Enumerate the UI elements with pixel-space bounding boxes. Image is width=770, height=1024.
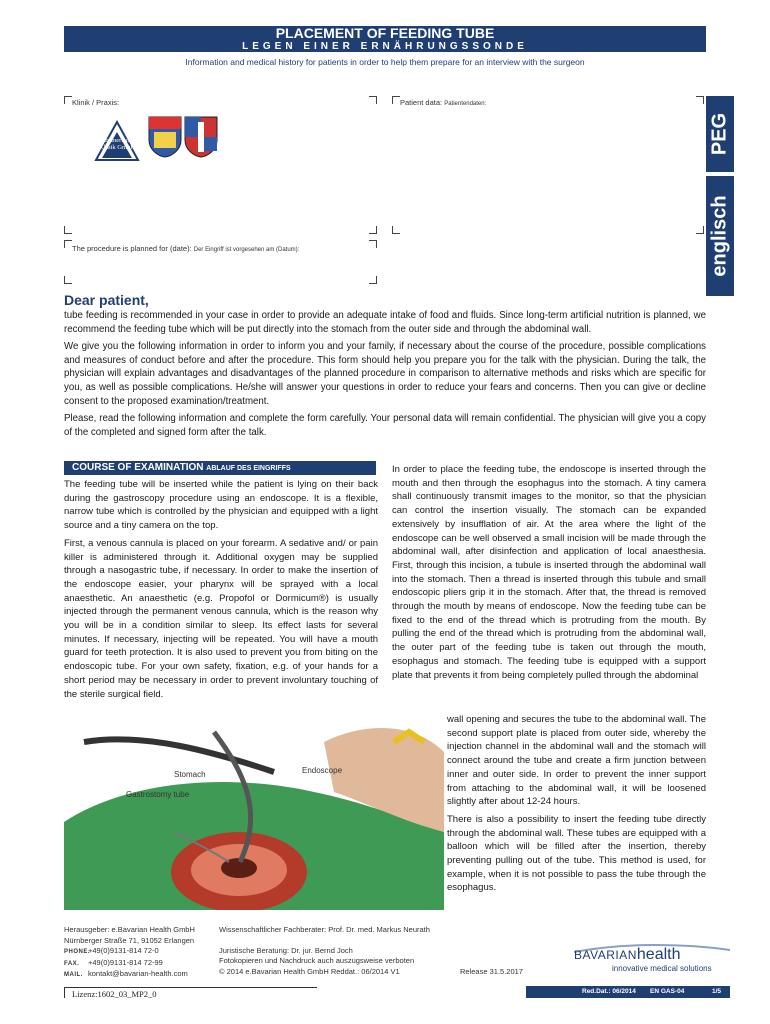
peg-illustration (64, 712, 444, 910)
red-dat: Red.Dat.: 06/2014 (582, 988, 636, 995)
coat-of-arms-2 (184, 116, 218, 158)
section-heading (64, 461, 376, 475)
intro-paragraph: Please, read the following information and complete the form carefully. Your personal data will remain confidential. The physician will give you a copy of the completed and signed form after the talk. (64, 413, 706, 438)
label-stomach: Stomach (174, 770, 206, 779)
phone-label: PHONE. (64, 949, 91, 955)
legal-advisor: Juristische Beratung: Dr. jur. Bernd Joch (219, 945, 353, 955)
footer-advisors (219, 925, 430, 977)
intro-text (64, 309, 706, 443)
clinic-logo-line-1: Ammerland (101, 137, 133, 144)
column-paragraph: The feeding tube will be inserted while the patient is lying on their back during the gastroscopy procedure using an endoscope. It is a flexible, narrow tube which is controlled by the physician and equipped with a light source and a tiny camera on the top. (64, 479, 378, 532)
tab-language-label: englisch (708, 195, 731, 277)
page-number: 1/5 (712, 988, 722, 995)
tab-peg (706, 96, 734, 172)
brand-tagline: innovative medical solutions (612, 964, 712, 973)
procedure-label-de: Der Eingriff ist vorgesehen am (Datum): (193, 247, 300, 253)
patient-label-en: Patient data: (400, 98, 443, 107)
address: Nürnberger Straße 71, 91052 Erlangen (64, 935, 195, 945)
page-subtitle: LEGEN EINER ERNÄHRUNGSSONDE (242, 41, 528, 52)
label-gastrostomy-tube: Gastrostomy tube (126, 790, 190, 799)
release: Release 31.5.2017 (460, 967, 523, 976)
tab-language (706, 176, 734, 296)
column-paragraph: In order to place the feeding tube, the endoscope is inserted through the mouth and then through the esophagus into the stomach. A tiny camera shall continuously transmit images to the monitor, so that the physician can control the insertion visually. The stomach can be expanded extensively by insufflation of air. At the area where the light of the endoscope can be well observed a small incision will be made through the abdominal wall, after disinfection and application of local anaesthesia. First, through this incision, a tubule is inserted through the abdominal wall into the stomach. Then a thread is inserted through this tubule and small endoscopic pliers grip it in the stomach. After that, the thread is removed through the mouth by means of endoscope. Now the feeding tube can be fixed to the end of the thread which is protruding from the mouth. By pulling the end of the thread which is protruding from the abdominal wall, the outer part of the feeding tube is taken out through the mouth, esophagus and stomach. The feeding tube is equipped with a support plate that prevents it from being completely pulled through the abdominal (392, 464, 706, 681)
mail-row (64, 969, 195, 981)
right-column-bottom (447, 713, 706, 899)
mail-label: MAIL. (64, 972, 83, 978)
coat-of-arms-1 (148, 116, 182, 158)
column-paragraph: First, a venous cannula is placed on your forearm. A sedative and/ or pain killer is administered through it. Additional oxygen may be supplied through a nasogastric tube, if necessary. In order to make the insertion of the endoscope easier, your pharynx will be sprayed with a local anaesthetic. An anaesthetic (e.g. Propofol or Dormicum®) is usually injected through the permanent venous cannula, which is the reason why you will be in a condition similar to sleep. Its effect lasts for several minutes. If necessary, injecting will be repeated. You will have a mouth guard for teeth protection. It is also used to prevent you from biting on the endoscopic tube. For your own safety, fixation, e.g. of your hands for a short period may be necessary in order to prevent involuntary touching of the sterile surgical field. (64, 537, 378, 700)
clinic-label: Klinik / Praxis: (72, 98, 120, 107)
patient-label-de: Patientendaten: (444, 101, 487, 107)
footer-publisher (64, 925, 195, 981)
doc-info-bar (526, 986, 730, 998)
procedure-label-en: The procedure is planned for (date): (72, 244, 192, 253)
intro-line: Information and medical history for patients in order to help them prepare for an interview with the surgeon (185, 57, 585, 67)
publisher: Herausgeber: e.Bavarian Health GmbH (64, 925, 195, 934)
page-title: PLACEMENT OF FEEDING TUBE (275, 25, 495, 41)
brand-name-b: health (636, 946, 681, 963)
fax: +49(0)9131-814 72-99 (88, 957, 163, 967)
label-endoscope: Endoscope (302, 766, 343, 775)
copyright: © 2014 e.Bavarian Health GmbH Reddat.: 06/2014 V1 (219, 966, 400, 976)
column-paragraph: There is also a possibility to insert the feeding tube directly through the abdominal wall. These tubes are equipped with a balloon which will be filled after the insertion, thereby preventing pulling out of the tube. This method is used, for example, when it is not possible to pass the tube through the esophagus. (447, 813, 706, 894)
mail: kontakt@bavarian-health.com (88, 969, 188, 978)
column-paragraph: wall opening and secures the tube to the abdominal wall. The second support plate is placed from outer side, whereby the injection channel in the abdominal wall and the stomach will connect around the tube and create a firm junction between inner and outer side. In order to prevent the inner support from attaching to the abdominal wall, it will be loosened slightly after about 12-24 hours. (447, 714, 706, 808)
doc-code: EN GAS-04 (650, 988, 685, 995)
section-title: COURSE OF EXAMINATION (72, 462, 204, 473)
right-column-top (392, 463, 706, 686)
clinic-logo-line-2: Klinik GmbH (99, 144, 135, 151)
phone-row (64, 946, 195, 958)
clinic-logo-text (94, 137, 140, 151)
fax-label: FAX. (64, 960, 80, 967)
intro-paragraph: We give you the following information in order to inform you and your family, if necessary about the course of the procedure, possible complications and measures of conduct before and after the procedure. This form should help you prepare you for the talk with the physician. During the talk, the physician will explain advantages and disadvantages of the planned procedure in comparison to alternative methods and risks which are specific for you, as well as possible complications. He/she will answer your questions in order to reduce your fears and concerns. Then you can give or decline consent to the proposed examination/treatment. (64, 341, 706, 407)
greeting: Dear patient, (64, 292, 149, 308)
scientific-advisor: Wissenschaftlicher Fachberater: Prof. Dr. med. Markus Neurath (219, 925, 430, 934)
fax-row (64, 958, 195, 970)
tab-peg-label: PEG (708, 112, 731, 156)
procedure-label (72, 244, 299, 253)
copy-notice: Fotokopieren und Nachdruck auch auszugsweise verboten (219, 956, 415, 965)
license-code: Lizenz:1602_03_MP2_0 (72, 989, 157, 999)
brand-logo (574, 946, 681, 964)
left-column (64, 478, 378, 705)
section-title-de: ABLAUF DES EINGRIFFS (206, 465, 291, 472)
intro-paragraph: tube feeding is recommended in your case in order to provide an adequate intake of food and fluids. Since long-term artificial nutrition is planned, we recommend the feeding tube which will be put directly into the stomach from the outer side and through the abdominal wall. (64, 310, 706, 335)
phone: +49(0)9131-814 72-0 (88, 946, 159, 955)
brand-name-a: BAVARIAN (574, 948, 637, 962)
patient-label (400, 98, 486, 107)
